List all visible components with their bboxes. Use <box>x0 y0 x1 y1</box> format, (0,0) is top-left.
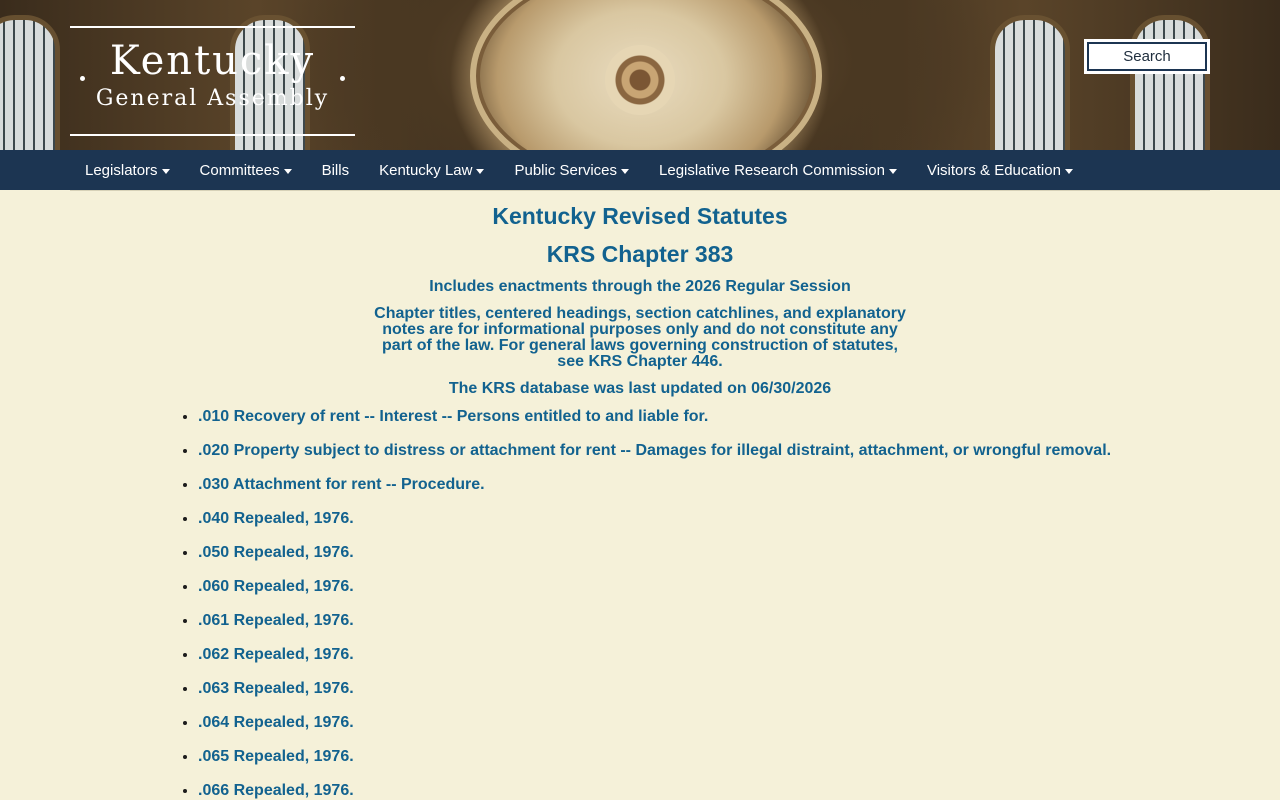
section-link[interactable]: .060 Repealed, 1976. <box>198 578 354 595</box>
list-item <box>198 510 1280 528</box>
logo-title: Kentucky <box>109 38 316 84</box>
section-link[interactable]: .066 Repealed, 1976. <box>198 782 354 799</box>
list-item <box>198 612 1280 630</box>
divider <box>70 190 1210 191</box>
nav-item-lrc[interactable]: Legislative Research Commission <box>644 150 912 190</box>
dome-rosette-image <box>605 45 675 115</box>
caret-down-icon <box>476 169 484 174</box>
section-link[interactable]: .061 Repealed, 1976. <box>198 612 354 629</box>
caret-down-icon <box>1065 169 1073 174</box>
nav-item-committees[interactable]: Committees <box>185 150 307 190</box>
list-item <box>198 782 1280 800</box>
chapter-title: KRS Chapter 383 <box>546 241 734 267</box>
caret-down-icon <box>889 169 897 174</box>
caret-down-icon <box>284 169 292 174</box>
section-link[interactable]: .020 Property subject to distress or attachment for rent -- Damages for illegal distraint, attachment, or wrongful removal. <box>198 442 1112 459</box>
list-item <box>198 748 1280 766</box>
section-list <box>0 408 1280 800</box>
last-updated-text: The KRS database was last updated on 06/30/2026 <box>448 380 832 397</box>
nav-item-public-services[interactable]: Public Services <box>499 150 644 190</box>
stained-window-image <box>990 15 1070 150</box>
nav-item-visitors-education[interactable]: Visitors & Education <box>912 150 1088 190</box>
stained-window-image <box>0 15 60 150</box>
list-item <box>198 646 1280 664</box>
list-item <box>198 578 1280 596</box>
header-banner <box>0 0 1280 150</box>
logo-subtitle: General Assembly <box>95 86 330 111</box>
section-link[interactable]: .030 Attachment for rent -- Procedure. <box>198 476 485 493</box>
stained-window-image <box>1130 15 1210 150</box>
session-note: Includes enactments through the 2026 Regular Session <box>429 278 851 295</box>
disclaimer-text: Chapter titles, centered headings, section catchlines, and explanatory notes are for informational purposes only and do not constitute any part of the law. For general laws governing construction of statutes, see KRS Chapter 446. <box>374 305 906 370</box>
section-link[interactable]: .064 Repealed, 1976. <box>198 714 354 731</box>
list-item <box>198 476 1280 494</box>
page-title: Kentucky Revised Statutes <box>492 203 788 229</box>
caret-down-icon <box>621 169 629 174</box>
main-nav <box>0 150 1280 190</box>
section-link[interactable]: .010 Recovery of rent -- Interest -- Persons entitled to and liable for. <box>198 408 709 425</box>
section-link[interactable]: .050 Repealed, 1976. <box>198 544 354 561</box>
site-logo[interactable] <box>70 26 355 136</box>
section-link[interactable]: .062 Repealed, 1976. <box>198 646 354 663</box>
list-item <box>198 544 1280 562</box>
section-link[interactable]: .063 Repealed, 1976. <box>198 680 354 697</box>
section-link[interactable]: .040 Repealed, 1976. <box>198 510 354 527</box>
caret-down-icon <box>162 169 170 174</box>
section-link[interactable]: .065 Repealed, 1976. <box>198 748 354 765</box>
list-item <box>198 408 1280 426</box>
nav-item-legislators[interactable]: Legislators <box>70 150 185 190</box>
list-item <box>198 680 1280 698</box>
nav-item-bills[interactable]: Bills <box>321 161 350 179</box>
list-item <box>198 442 1280 460</box>
search-button[interactable]: Search <box>1084 39 1210 74</box>
main-content <box>0 203 1280 800</box>
nav-item-kentucky-law[interactable]: Kentucky Law <box>364 150 499 190</box>
list-item <box>198 714 1280 732</box>
